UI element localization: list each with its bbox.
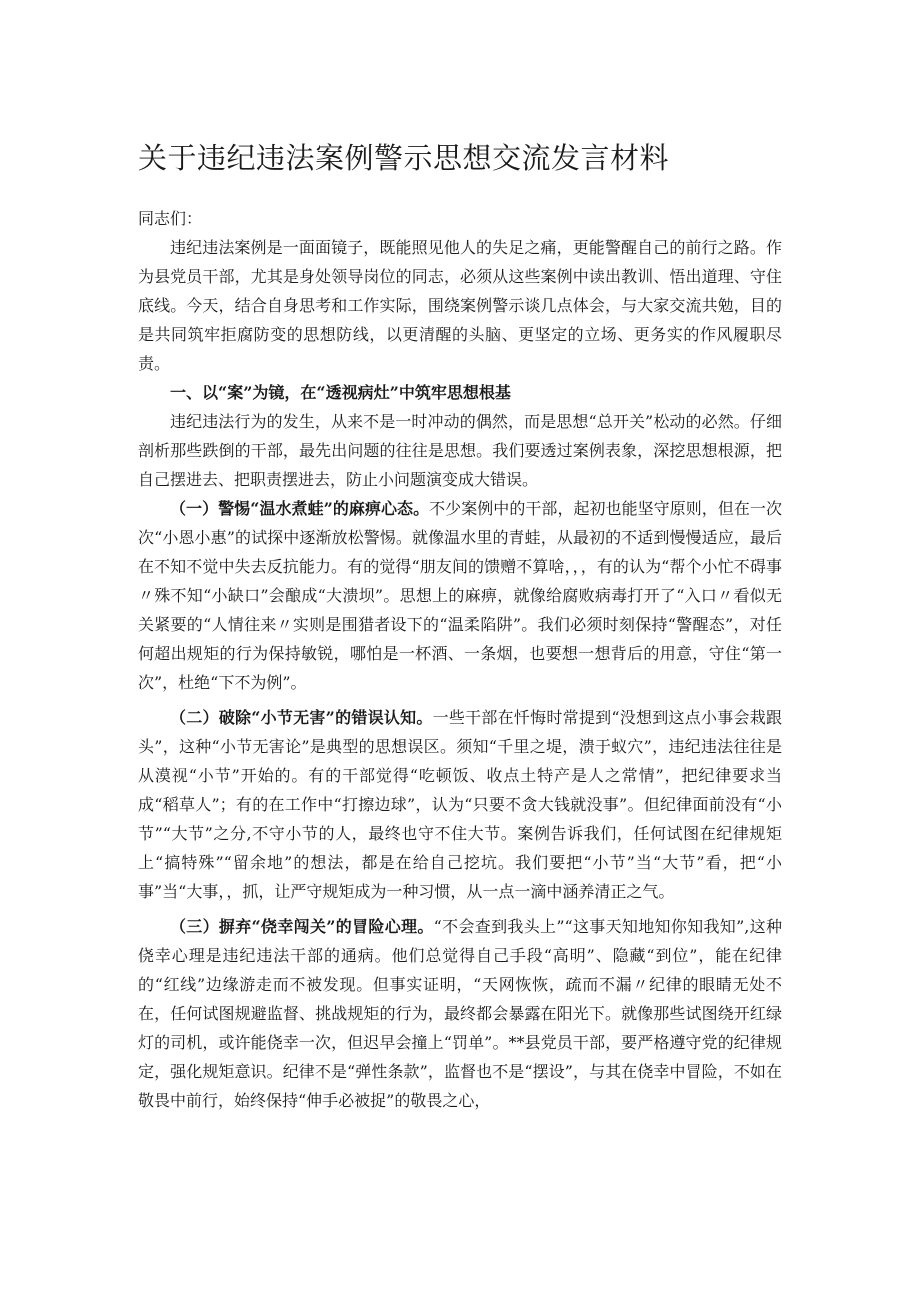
point-3-lead: （三）摒弃“侥幸闯关”的冒险心理。 [170,917,434,936]
point-1-paragraph [138,494,782,697]
point-3-body: “不会查到我头上”“这事天知地知你知我知”,这种侥幸心理是违纪违法干部的通病。他们总觉得自己手段“高明”、隐藏“到位”，能在纪律的“红线”边缘游走而不被发现。但事实证明，“天网恢恢，疏而不漏〃纪律的眼睛无处不在，任何试图规避监督、挑战规矩的行为，最终都会暴露在阳光下。就像那些试图绕开红绿灯的司机，或许能侥幸一次，但迟早会撞上“罚单”。**县党员干部，要严格遵守党的纪律规定，强化规矩意识。纪律不是“弹性条款”，监督也不是“摆设”，与其在侥幸中冒险，不如在敬畏中前行，始终保持“伸手必被捉”的敬畏之心， [138,917,782,1110]
point-1-body: 不少案例中的干部，起初也能坚守原则，但在一次次“小恩小惠”的试探中逐渐放松警惕。就像温水里的青蛙，从最初的不适到慢慢适应，最后在不知不觉中失去反抗能力。有的觉得“朋友间的馈赠不算啥，，，有的认为“帮个小忙不碍事〃殊不知“小缺口”会酿成“大溃坝”。思想上的麻痹，就像给腐败病毒打开了“入口〃看似无关紧要的“人情往来〃实则是围猎者设下的“温柔陷阱”。我们必须时刻保持“警醒态”，对任何超出规矩的行为保持敏锐，哪怕是一杯酒、一条烟，也要想一想背后的用意，守住“第一次”，杜绝“下不为例”。 [138,499,782,692]
point-2-lead: （二）破除“小节无害”的错误认知。 [170,708,433,727]
intro-paragraph: 违纪违法案例是一面面镜子，既能照见他人的失足之痛，更能警醒自己的前行之路。作为县党员干部，尤其是身处领导岗位的同志，必须从这些案例中读出教训、悟出道理、守住底线。今天，结合自身思考和工作实际，围绕案例警示谈几点体会，与大家交流共勉，目的是共同筑牢拒腐防变的思想防线，以更清醒的头脑、更坚定的立场、更务实的作风履职尽责。 [138,238,782,373]
point-2-body: 一些干部在忏悔时常提到“没想到这点小事会栽跟头”，这种“小节无害论”是典型的思想误区。须知“千里之堤，溃于蚁穴”，违纪违法往往是从漠视“小节”开始的。有的干部觉得“吃顿饭、收点土特产是人之常情”，把纪律要求当成“稻草人”；有的在工作中“打擦边球”，认为“只要不贪大钱就没事”。但纪律面前没有“小节”“大节”之分,不守小节的人，最终也守不住大节。案例告诉我们，任何试图在纪律规矩上“搞特殊”“留余地”的想法，都是在给自己挖坑。我们要把“小节”当“大节”看，把“小事”当“大事，，抓，让严守规矩成为一种习惯，从一点一滴中涵养清正之气。 [138,708,782,901]
point-3-paragraph [138,912,782,1115]
section-1-heading: 一、以“案”为镜，在“透视病灶”中筑牢思想根基 [170,383,511,402]
document-title: 关于违纪违法案例警示思想交流发言材料 [138,141,670,175]
point-1-lead: （一）警惕“温水煮蛙”的麻痹心态。 [170,499,430,518]
section-1-intro: 违纪违法行为的发生，从来不是一时冲动的偶然，而是思想“总开关”松动的必然。仔细剖析那些跌倒的干部，最先出问题的往往是思想。我们要透过案例表象，深挖思想根源，把自己摆进去、把职责摆进去，防止小问题演变成大错误。 [138,412,782,489]
salutation: 同志们： [138,209,203,228]
point-2-paragraph [138,703,782,906]
